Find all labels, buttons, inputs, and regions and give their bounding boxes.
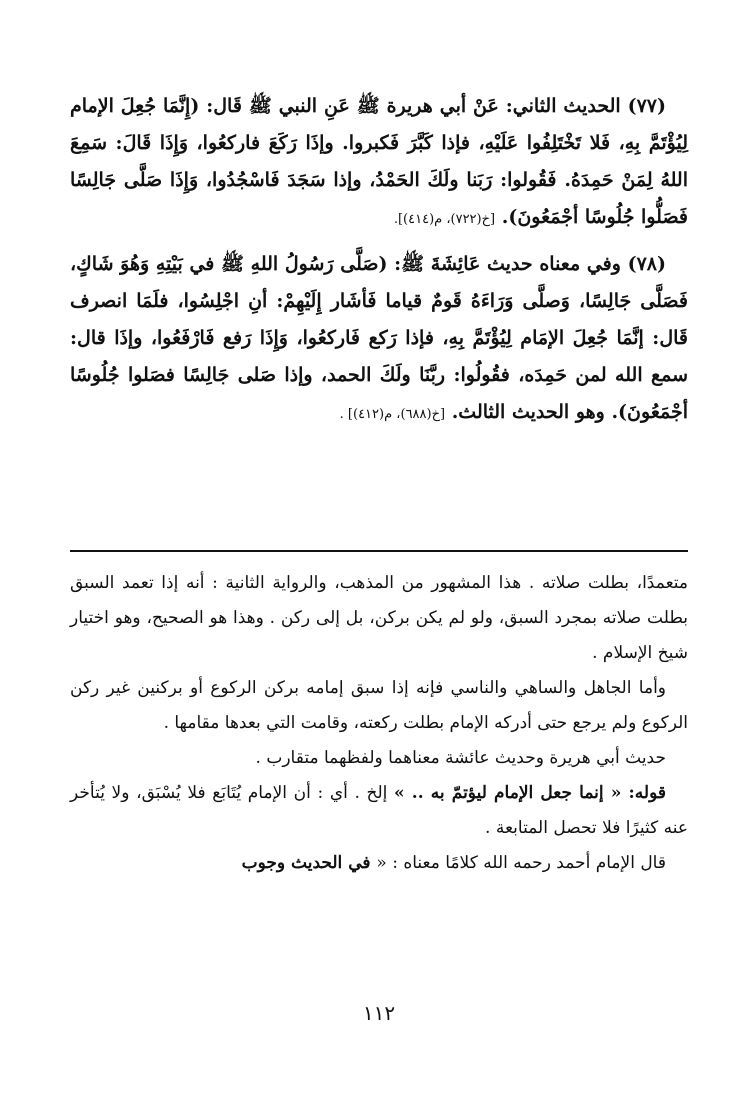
note-paragraph-2: وأما الجاهل والساهي والناسي فإنه إذا سبق إمامه بركن الركوع أو بركنين غير ركن الركوع ولم يرجع حتى أدركه الإمام بطلت ركعته، وقامت التي بعدها مقامها . xyxy=(70,678,688,733)
page-number: ١١٢ xyxy=(362,1001,396,1025)
note-paragraph-5 xyxy=(70,846,688,881)
note-paragraph-1: متعمدًا، بطلت صلاته . هذا المشهور من المذهب، والرواية الثانية : أنه إذا تعمد السبق بطلت صلاته بمجرد السبق، ولو لم يكن بركن، بل إلى ركن . وهذا هو الصحيح، وهو اختيار شيخ الإسلام . xyxy=(70,573,688,663)
book-page xyxy=(70,88,688,1088)
commentary-notes xyxy=(70,566,688,881)
note-4-rest: إلخ . أي : أن الإمام يُتَابَع فلا يُسْبَق، ولا يُتأخر عنه كثيرًا فلا تحصل المتابعة . xyxy=(70,783,688,838)
note-paragraph-3: حديث أبي هريرة وحديث عائشة معناهما ولفظهما متقارب . xyxy=(255,748,666,768)
note-4-quote: قوله: « إنما جعل الإمام ليؤتمّ به .. » xyxy=(394,783,666,803)
hadith-78-text: (٧٨) وفي معناه حديث عَائِشَةَ ﷺ: (صَلَّى رَسُولُ اللهِ ﷺ في بَيْتِهِ وَهُوَ شَاكٍ، فَصَلَّى جَالِسًا، وَصلَّى وَرَاءَهُ قَومٌ قياما فَأشَار إِلَيْهِمْ: أنِ اجْلِسُوا، فلَمَا انصرف قَال: إنَّمَا جُعِلَ الإمَام لِيُؤْتَمَّ بِهِ، فإذا رَكع فَاركعُوا، وَإِذَا رَفع فَارْفَعُوا، وإذَا قال: سمع الله لمن حَمِدَه، فقُولُوا: ربَّنَا ولَكَ الحمد، وإذا صَلى جَالِسًا فصَلوا جُلُوسًا أجْمَعُونَ). وهو الحديث الثالث. xyxy=(70,253,688,423)
footnote-divider xyxy=(70,550,688,552)
hadith-78 xyxy=(70,246,688,433)
note-5-start: قال الإمام أحمد رحمه الله كلامًا معناه : « xyxy=(376,853,666,873)
hadith-78-reference: [خ(٦٨٨)، م(٤١٢)] . xyxy=(339,407,446,422)
note-paragraph-4 xyxy=(70,776,688,846)
hadith-77-reference: [خ(٧٢٢)، م(٤١٤)]. xyxy=(393,212,496,227)
note-5-quote: في الحديث وجوب xyxy=(241,853,377,873)
hadith-77 xyxy=(70,88,688,238)
hadith-77-text: (٧٧) الحديث الثاني: عَنْ أبي هريرة ﷺ عَنِ النبي ﷺ قَال: (إِنَّمَا جُعِلَ الإمام لِيُؤْتَمَّ بِهِ، فَلا تَخْتَلِفُوا عَلَيْهِ، فإذا كَبَّرَ فَكبروا. وإذَا رَكَعَ فاركعُوا، وَإِذَا قَالَ: سَمِعَ اللهُ لِمَنْ حَمِدَهُ. فَقُولوا: رَبَنا ولَكَ الحَمْدُ، وإذا سَجَدَ فَاسْجُدُوا، وَإِذَا صَلَّى جَالِسًا فَصَلُّوا جُلُوسًا أجْمَعُونَ). xyxy=(70,95,688,228)
